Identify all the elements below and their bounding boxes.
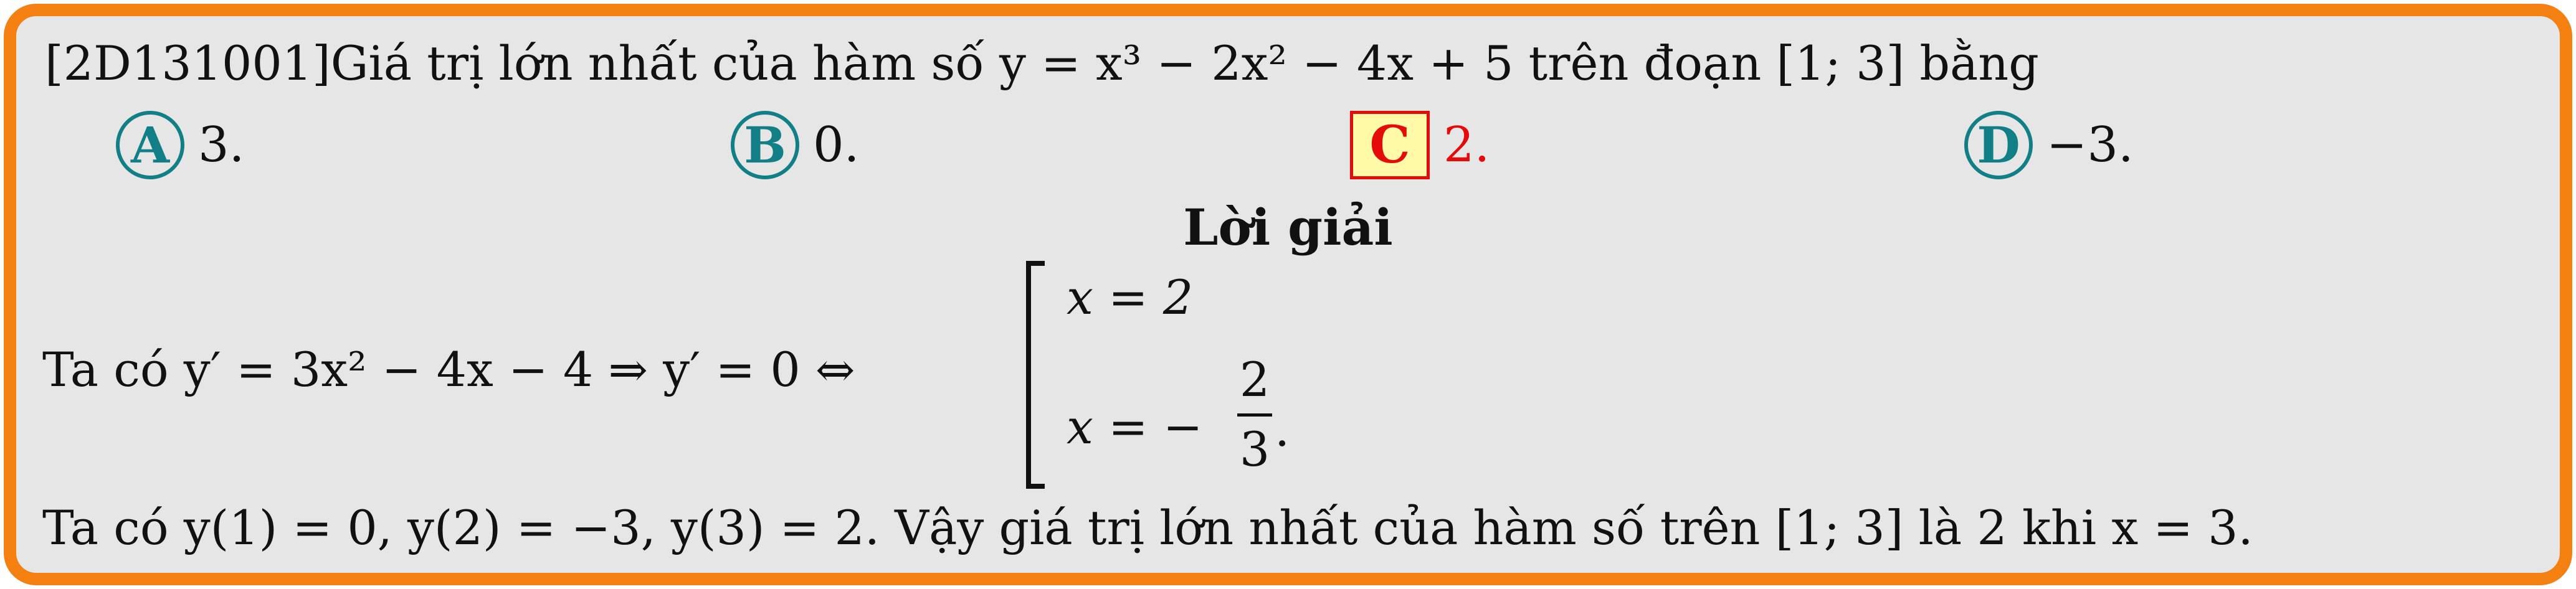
option-c-label: C bbox=[1350, 111, 1430, 179]
root-2-denominator: 3 bbox=[1239, 422, 1270, 477]
option-b[interactable] bbox=[731, 111, 859, 179]
solution-title: Lời giải bbox=[1183, 198, 1393, 257]
root-1: x = 2 bbox=[1067, 270, 1194, 325]
option-d-label: D bbox=[1964, 111, 2033, 179]
option-a-label: A bbox=[116, 111, 184, 179]
question-text: [2D131001]Giá trị lớn nhất của hàm số y = x³ − 2x² − 4x + 5 trên đoạn [1; 3] bằng bbox=[45, 35, 2039, 91]
question-card bbox=[4, 4, 2572, 585]
option-a-text: 3. bbox=[198, 117, 245, 173]
root-2-fraction bbox=[1237, 352, 1272, 477]
system-bracket bbox=[1026, 261, 1045, 489]
option-b-text: 0. bbox=[813, 117, 860, 173]
option-d-text: −3. bbox=[2046, 117, 2134, 173]
conclusion-text: Ta có y(1) = 0, y(2) = −3, y(3) = 2. Vậy giá trị lớn nhất của hàm số trên [1; 3] là 2 khi x = 3. bbox=[42, 500, 2253, 555]
option-a[interactable] bbox=[116, 111, 244, 179]
root-2-numerator: 2 bbox=[1239, 352, 1270, 407]
option-c-text: 2. bbox=[1443, 117, 1490, 173]
option-d[interactable] bbox=[1964, 111, 2134, 179]
root-2-suffix: . bbox=[1275, 402, 1290, 457]
derivative-line: Ta có y′ = 3x² − 4x − 4 ⇒ y′ = 0 ⇔ bbox=[42, 342, 855, 397]
option-b-label: B bbox=[731, 111, 799, 179]
root-2-prefix: x = − bbox=[1067, 399, 1203, 455]
option-c[interactable] bbox=[1350, 111, 1490, 179]
fraction-bar bbox=[1237, 413, 1272, 417]
